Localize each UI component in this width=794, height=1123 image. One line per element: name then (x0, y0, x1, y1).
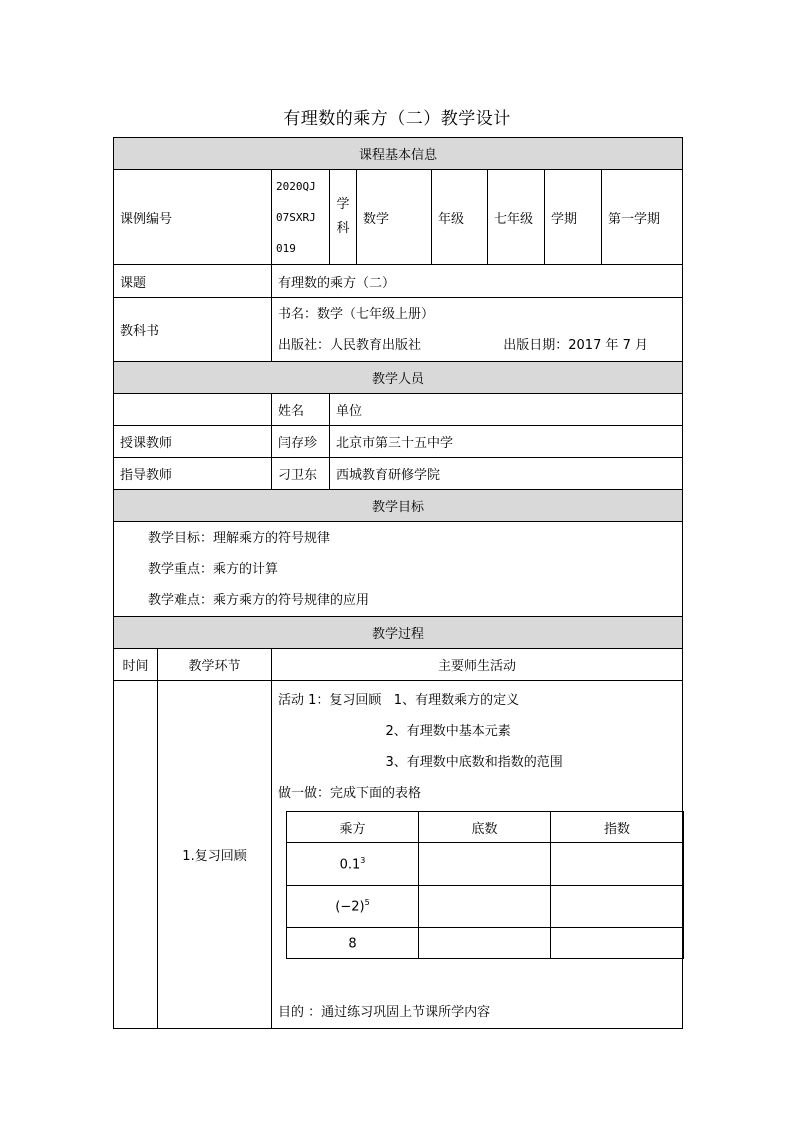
section-process: 教学过程 (114, 617, 683, 649)
book-name: 书名：数学（七年级上册） (278, 306, 435, 322)
grade-value: 七年级 (488, 170, 545, 265)
process-time-cell (114, 681, 158, 1029)
staff-unit-header: 单位 (330, 394, 683, 426)
exercise-table (286, 811, 684, 959)
section-goals: 教学目标 (114, 490, 683, 522)
textbook-label: 教科书 (114, 298, 272, 362)
exercise-header-power: 乘方 (287, 812, 419, 843)
staff-row (114, 458, 683, 490)
activity-line: 活动 1：复习回顾 1、有理数乘方的定义 (278, 693, 520, 708)
subject-label: 学 科 (330, 170, 357, 265)
exercise-power: $0.1^3$ (287, 843, 419, 886)
staff-row (114, 426, 683, 458)
staff-role: 授课教师 (114, 426, 272, 458)
exercise-row (287, 886, 684, 928)
process-header-activity: 主要师生活动 (272, 649, 683, 681)
textbook-info (272, 298, 683, 362)
exercise-power: 8 (287, 928, 419, 959)
exercise-exponent-blank (551, 843, 684, 886)
publish-date: 出版日期：2017 年 7 月 (503, 337, 649, 353)
section-basic-info: 课程基本信息 (114, 138, 683, 170)
practice-prompt: 做一做：完成下面的表格 (278, 786, 422, 801)
exercise-base-blank (419, 886, 551, 928)
process-header-time: 时间 (114, 649, 158, 681)
exercise-header-exponent: 指数 (551, 812, 684, 843)
staff-header-empty (114, 394, 272, 426)
focus-line: 教学重点：乘方的计算 (148, 561, 279, 577)
staff-name-header: 姓名 (272, 394, 330, 426)
exercise-base-blank (419, 843, 551, 886)
topic-label: 课题 (114, 265, 272, 298)
staff-unit: 西城教育研修学院 (330, 458, 683, 490)
grade-label: 年级 (432, 170, 488, 265)
exercise-exponent-blank (551, 886, 684, 928)
stage-label: 1.复习回顾 (158, 681, 272, 1029)
exercise-power: $(-2)^5$ (287, 886, 419, 928)
case-id-value: 2020QJ 07SXRJ 019 (272, 170, 330, 265)
exercise-base-blank (419, 928, 551, 959)
goals-block (114, 522, 683, 617)
term-label: 学期 (545, 170, 602, 265)
exercise-row (287, 928, 684, 959)
staff-unit: 北京市第三十五中学 (330, 426, 683, 458)
case-id-label: 课例编号 (114, 170, 272, 265)
staff-name: 刁卫东 (272, 458, 330, 490)
topic-value: 有理数的乘方（二） (272, 265, 683, 298)
goal-line: 教学目标：理解乘方的符号规律 (148, 530, 331, 546)
activity-line: 3、有理数中底数和指数的范围 (278, 755, 563, 770)
purpose-line: 目的 ：通过练习巩固上节课所学内容 (278, 1005, 491, 1020)
lesson-plan-table (113, 137, 683, 1029)
exercise-row (287, 843, 684, 886)
exercise-header-base: 底数 (419, 812, 551, 843)
process-header-stage: 教学环节 (158, 649, 272, 681)
term-value: 第一学期 (602, 170, 683, 265)
exercise-exponent-blank (551, 928, 684, 959)
staff-role: 指导教师 (114, 458, 272, 490)
activity-cell (272, 681, 683, 1029)
page-title: 有理数的乘方（二）教学设计 (283, 109, 511, 129)
subject-value: 数学 (357, 170, 432, 265)
difficulty-line: 教学难点：乘方乘方的符号规律的应用 (148, 592, 370, 608)
section-staff: 教学人员 (114, 362, 683, 394)
activity-line: 2、有理数中基本元素 (278, 724, 511, 739)
publisher: 出版社：人民教育出版社 (278, 337, 422, 353)
staff-name: 闫存珍 (272, 426, 330, 458)
